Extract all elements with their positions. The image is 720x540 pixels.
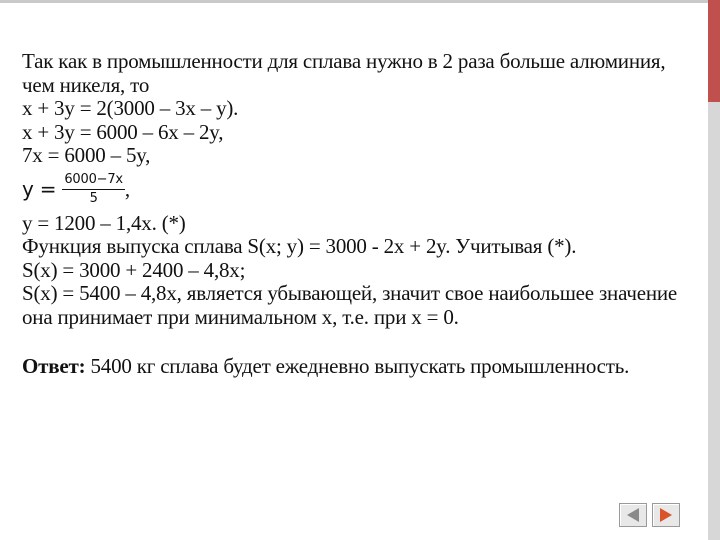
text-line-1: Так как в промышленности для сплава нужно в 2 раза больше алюминия, чем никеля, то <box>22 49 666 97</box>
fraction-suffix: , <box>124 176 130 201</box>
fraction <box>62 172 125 207</box>
slide-accent-bar <box>708 0 720 102</box>
answer-text: 5400 кг сплава будет ежедневно выпускать промышленность. <box>85 354 630 378</box>
text-line-2: Функция выпуска сплава S(x; y) = 3000 - 2x + 2y. Учитывая (*). <box>22 234 577 258</box>
fraction-numerator: 6000−7x <box>62 172 125 190</box>
equation-line-1: x + 3y = 2(3000 – 3x – y). <box>22 96 239 120</box>
equation-line-5: S(x) = 3000 + 2400 – 4,8x; <box>22 257 246 282</box>
fraction-denominator: 5 <box>89 191 98 206</box>
prev-slide-button[interactable] <box>619 503 647 527</box>
triangle-right-icon <box>660 508 672 522</box>
answer-line <box>22 355 702 379</box>
slide-content <box>22 50 702 379</box>
equation-line-3: 7x = 6000 – 5y, <box>22 143 151 167</box>
slide-side-bar <box>708 102 720 540</box>
top-edge-bar <box>0 0 720 3</box>
equation-line-4: y = 1200 – 1,4x. (*) <box>22 210 186 235</box>
next-slide-button[interactable] <box>652 503 680 527</box>
triangle-left-icon <box>627 508 639 522</box>
fraction-lhs: y = <box>22 176 57 201</box>
answer-label: Ответ: <box>22 354 86 378</box>
fraction-equation <box>22 168 702 212</box>
text-line-3: S(x) = 5400 – 4,8x, является убывающей, значит свое наибольшее значение она принимает при минимальном x, т.е. при x = 0. <box>22 281 678 329</box>
spacer <box>22 329 702 355</box>
equation-line-2: x + 3y = 6000 – 6x – 2y, <box>22 119 224 144</box>
